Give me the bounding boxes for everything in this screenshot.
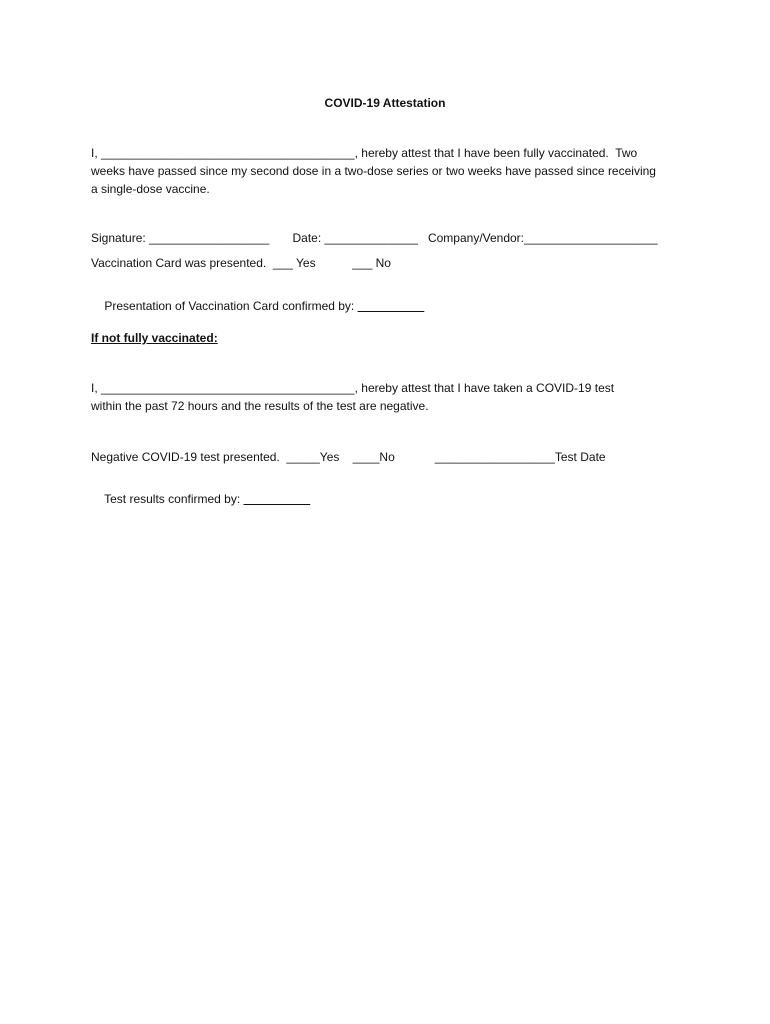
negative-test-presented-row: Negative COVID-19 test presented. _____Yes ____No __________________Test Date [91, 450, 606, 464]
test-results-confirmed-label: Test results confirmed by: [104, 492, 244, 506]
signature-date-company-row: Signature: __________________ Date: ______________ Company/Vendor:____________________ [91, 231, 658, 245]
document-title: COVID-19 Attestation [324, 96, 446, 110]
test-results-confirmed-row [91, 472, 310, 526]
vaccination-card-confirmed-label: Presentation of Vaccination Card confirmed by: [104, 299, 358, 313]
vaccination-card-presented-row: Vaccination Card was presented. ___ Yes ___ No [91, 256, 391, 270]
vaccination-card-confirmed-blank [358, 299, 425, 313]
vaccinated-attest-line-2: weeks have passed since my second dose in a two-dose series or two weeks have passed since receiving [91, 164, 656, 178]
not-vaccinated-heading: If not fully vaccinated: [91, 331, 218, 345]
vaccinated-attest-line-3: a single-dose vaccine. [91, 182, 210, 196]
vaccinated-attest-line-1: I, ______________________________________, hereby attest that I have been fully vaccinated. Two [91, 146, 638, 160]
test-attest-line-2: within the past 72 hours and the results of the test are negative. [91, 399, 429, 413]
test-results-confirmed-blank [244, 492, 311, 506]
test-attest-line-1: I, ______________________________________, hereby attest that I have taken a COVID-19 test [91, 381, 615, 395]
vaccination-card-confirmed-row [91, 279, 424, 333]
